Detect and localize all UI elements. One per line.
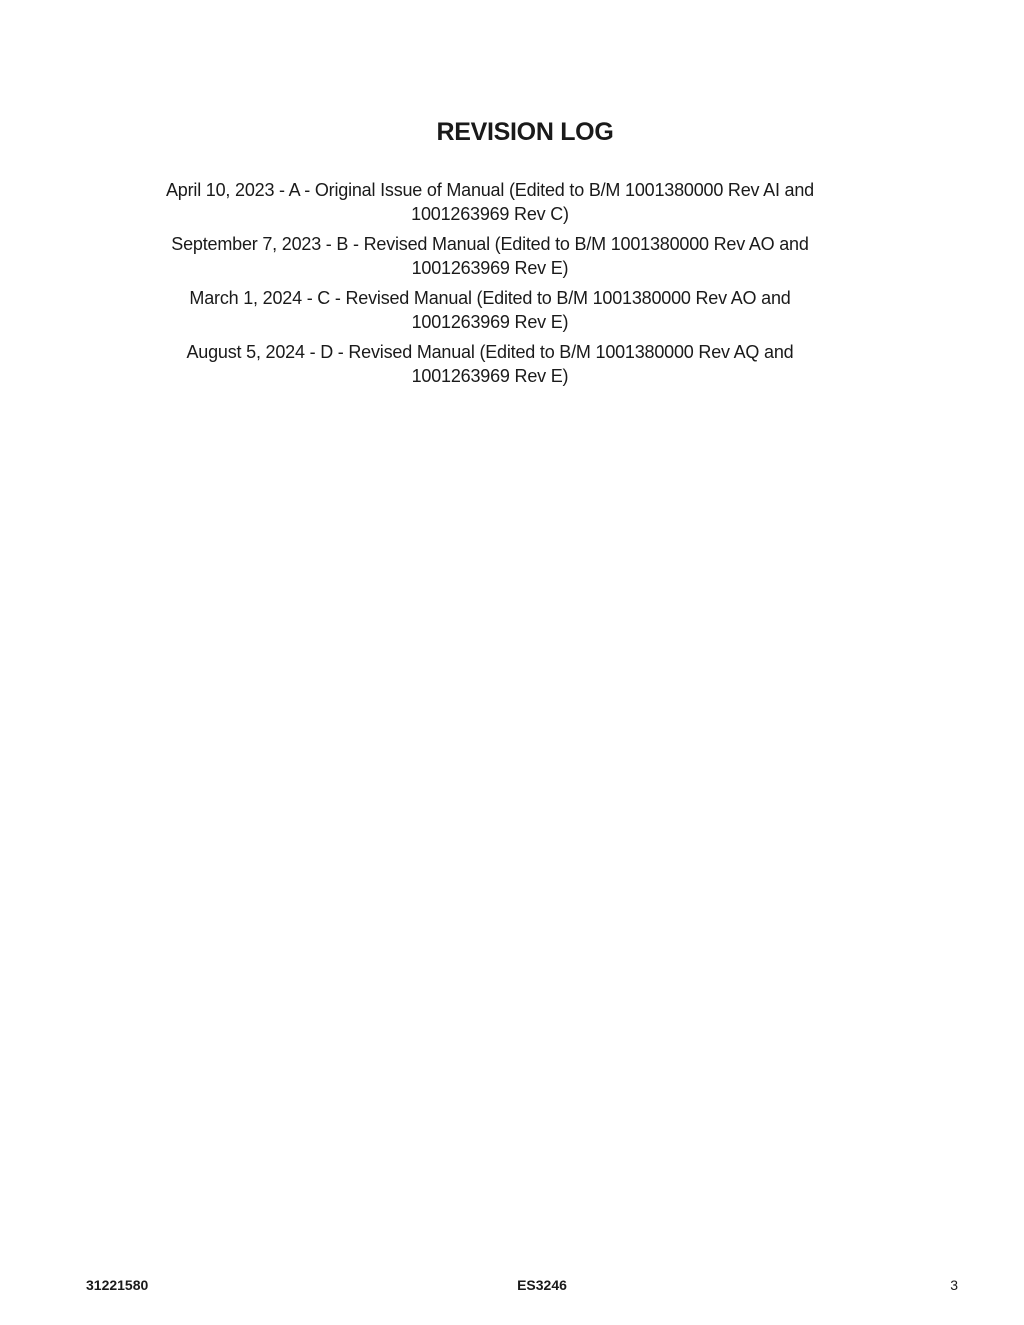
revision-entry-b <box>120 232 860 280</box>
revision-entry-text-continued: 1001263969 Rev E) <box>411 366 569 386</box>
revision-entry-d <box>120 340 860 388</box>
revision-entry-text: March 1, 2024 - C - Revised Manual (Edited to B/M 1001380000 Rev AO and <box>189 288 791 308</box>
revision-entry-text-continued: 1001263969 Rev C) <box>411 204 569 224</box>
revision-log-list <box>120 178 860 394</box>
revision-entry-c <box>120 286 860 334</box>
revision-entry-text-continued: 1001263969 Rev E) <box>411 258 569 278</box>
revision-entry-text: September 7, 2023 - B - Revised Manual (Edited to B/M 1001380000 Rev AO and <box>171 234 809 254</box>
footer-manual-number: 31221580 <box>86 1277 149 1293</box>
revision-entry-text-continued: 1001263969 Rev E) <box>411 312 569 332</box>
footer-model: ES3246 <box>517 1277 567 1293</box>
page-title: REVISION LOG <box>436 118 614 146</box>
revision-entry-text: April 10, 2023 - A - Original Issue of Manual (Edited to B/M 1001380000 Rev AI and <box>165 180 814 200</box>
revision-entry-text: August 5, 2024 - D - Revised Manual (Edited to B/M 1001380000 Rev AQ and <box>186 342 794 362</box>
footer-page-number: 3 <box>950 1277 958 1293</box>
revision-entry-a <box>120 178 860 226</box>
